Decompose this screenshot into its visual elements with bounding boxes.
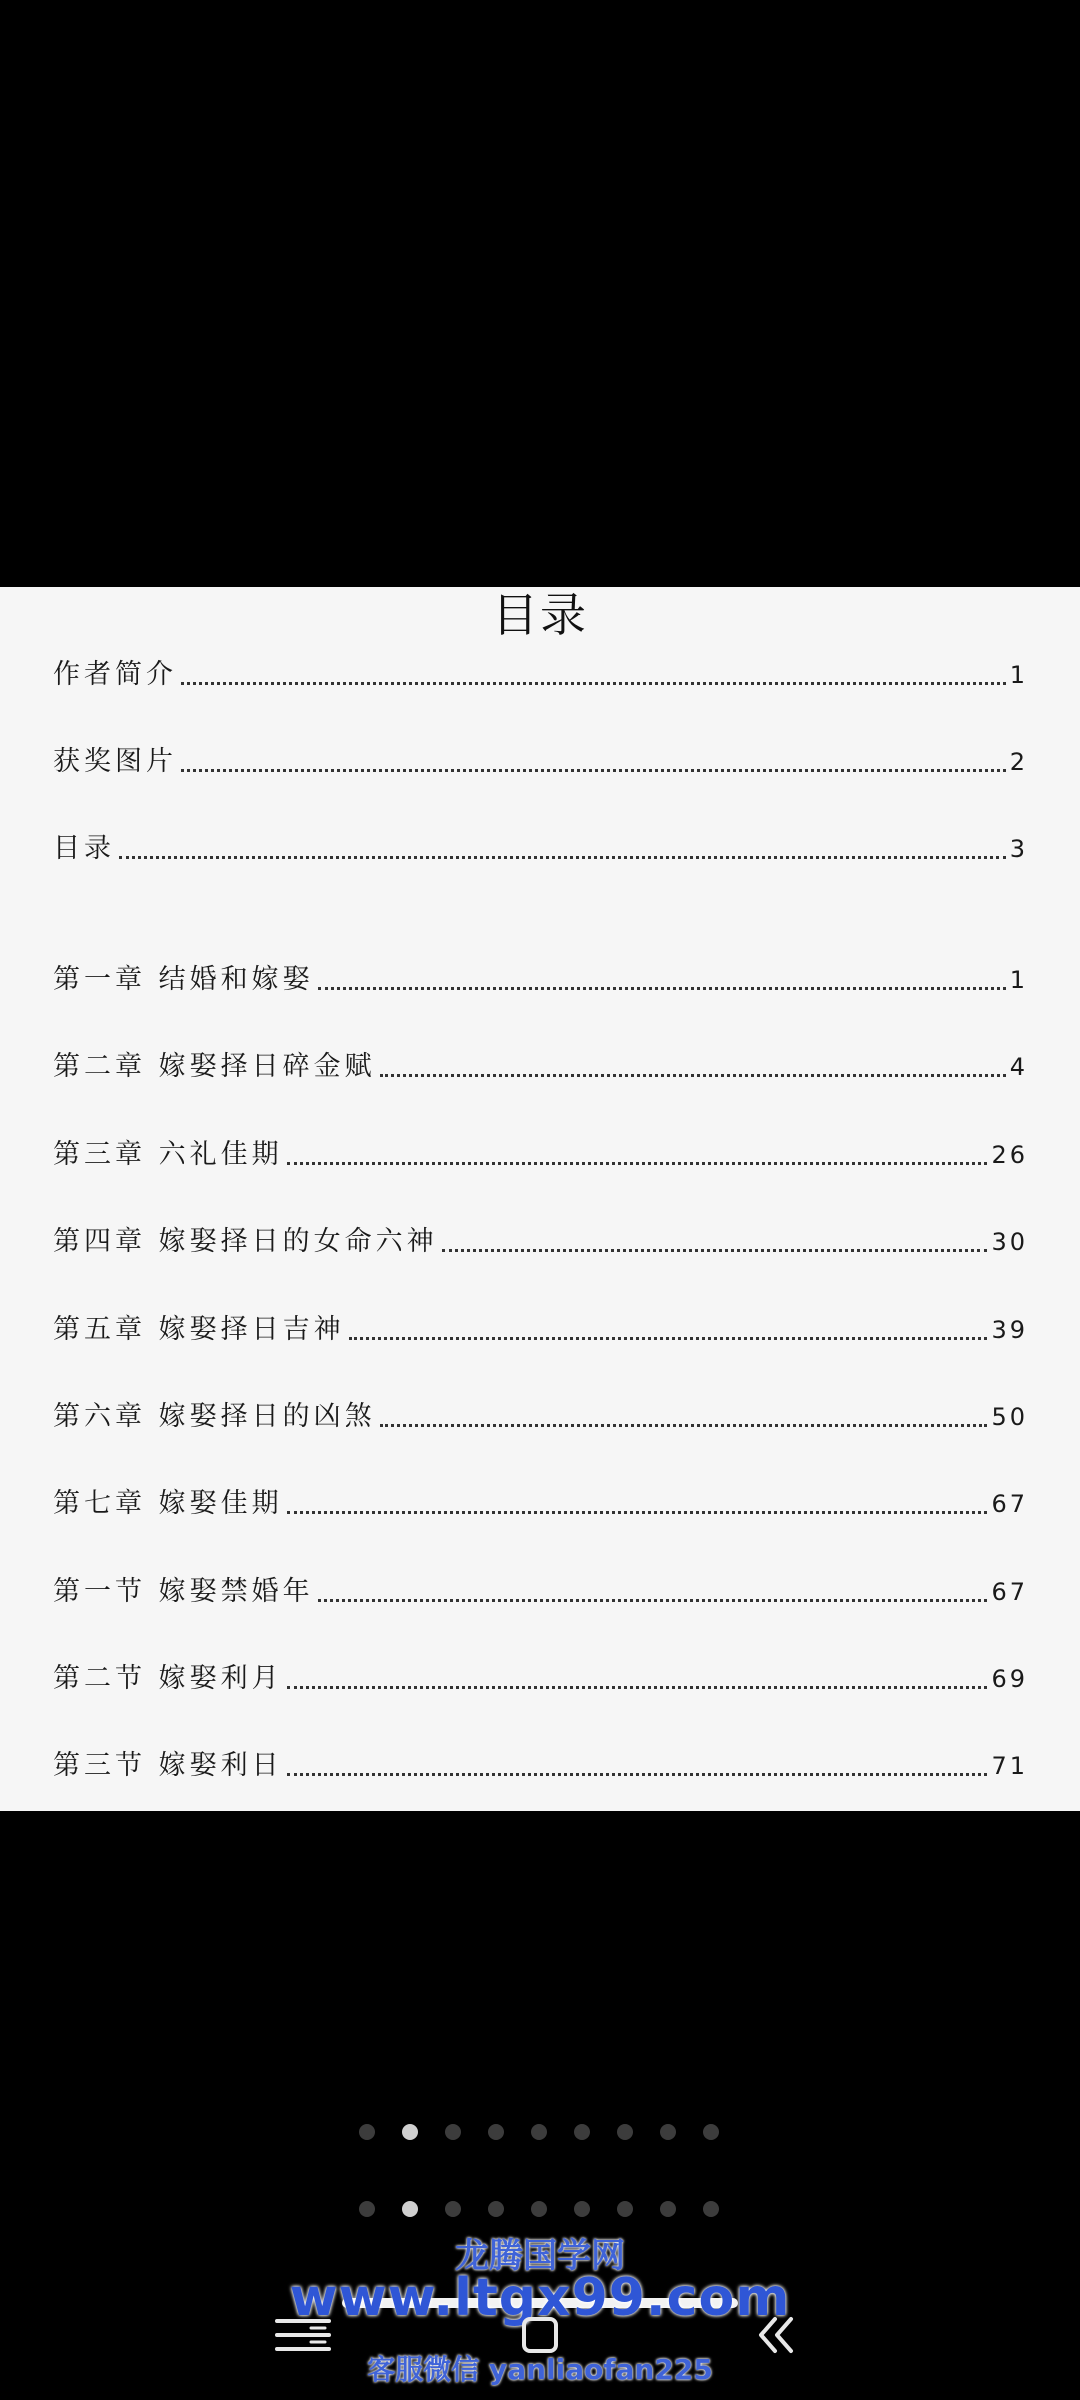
toc-entry-page: 67 xyxy=(991,1490,1028,1518)
toc-leader xyxy=(287,1511,988,1514)
toc-entry xyxy=(53,740,1028,784)
toc-entry-label: 第二章 嫁娶择日碎金赋 xyxy=(53,1051,376,1082)
toc-entry-page: 3 xyxy=(1009,835,1028,863)
toc-entry-page: 50 xyxy=(991,1403,1028,1431)
toc-entry-label: 第二节 嫁娶利月 xyxy=(53,1663,283,1694)
page-dot[interactable] xyxy=(359,2124,375,2140)
toc-entry-label: 第六章 嫁娶择日的凶煞 xyxy=(53,1401,376,1432)
page-dot[interactable] xyxy=(445,2124,461,2140)
toc-leader xyxy=(287,1773,988,1776)
toc-leader xyxy=(318,1599,988,1602)
toc-entry-label: 第一章 结婚和嫁娶 xyxy=(53,964,314,995)
toc-entry xyxy=(53,827,1028,871)
toc-entry-label: 目录 xyxy=(53,833,115,864)
toc-leader xyxy=(442,1249,988,1252)
toc-leader xyxy=(181,769,1006,772)
toc-leader xyxy=(287,1162,988,1165)
page-dot[interactable] xyxy=(617,2201,633,2217)
toc-entry xyxy=(53,958,1028,1002)
toc-entry xyxy=(53,1482,1028,1526)
toc-entry-page: 71 xyxy=(991,1752,1028,1780)
toc-entry-page: 1 xyxy=(1009,661,1028,689)
page-dot[interactable] xyxy=(488,2201,504,2217)
page-dot[interactable] xyxy=(703,2201,719,2217)
page-dot[interactable] xyxy=(574,2201,590,2217)
page-dot[interactable] xyxy=(445,2201,461,2217)
toc-entry-page: 39 xyxy=(991,1316,1028,1344)
toc-entry xyxy=(53,1744,1028,1788)
page-dot[interactable] xyxy=(531,2124,547,2140)
watermark-site-name: 龙腾国学网 xyxy=(455,2236,625,2276)
page-dot[interactable] xyxy=(660,2124,676,2140)
page-dot[interactable] xyxy=(531,2201,547,2217)
toc-entry xyxy=(53,1657,1028,1701)
toc-leader xyxy=(380,1424,988,1427)
page-dot[interactable] xyxy=(703,2124,719,2140)
toc-entry-page: 69 xyxy=(991,1665,1028,1693)
toc-entry xyxy=(53,653,1028,697)
toc-entry-page: 2 xyxy=(1009,748,1028,776)
toc-entry-label: 第七章 嫁娶佳期 xyxy=(53,1488,283,1519)
page-dot[interactable] xyxy=(574,2124,590,2140)
watermark-url: www.ltgx99.com xyxy=(289,2268,791,2328)
toc-leader xyxy=(181,682,1006,685)
toc-title: 目录 xyxy=(492,588,588,642)
toc-entry xyxy=(53,1570,1028,1614)
watermark-contact: 客服微信 yanliaofan225 xyxy=(367,2353,713,2386)
page-dot[interactable] xyxy=(402,2124,418,2140)
toc-entry xyxy=(53,1395,1028,1439)
toc-entry-label: 第一节 嫁娶禁婚年 xyxy=(53,1576,314,1607)
page-dot[interactable] xyxy=(488,2124,504,2140)
toc-entry xyxy=(53,1308,1028,1352)
toc-leader xyxy=(287,1686,988,1689)
page-indicator[interactable] xyxy=(359,2201,719,2217)
toc-entry-label: 第四章 嫁娶择日的女命六神 xyxy=(53,1226,438,1257)
toc-leader xyxy=(349,1337,988,1340)
page-dot[interactable] xyxy=(617,2124,633,2140)
toc-leader xyxy=(119,856,1006,859)
toc-entry xyxy=(53,1133,1028,1177)
page-dot[interactable] xyxy=(359,2201,375,2217)
toc-entry-page: 1 xyxy=(1009,966,1028,994)
toc-entry-label: 第五章 嫁娶择日吉神 xyxy=(53,1314,345,1345)
toc-entry xyxy=(53,1220,1028,1264)
toc-entry-label: 第三章 六礼佳期 xyxy=(53,1139,283,1170)
toc-entry-label: 作者简介 xyxy=(53,659,177,690)
page-indicator[interactable] xyxy=(359,2124,719,2140)
toc-entry-page: 30 xyxy=(991,1228,1028,1256)
page-dot[interactable] xyxy=(660,2201,676,2217)
toc-entry-label: 第三节 嫁娶利日 xyxy=(53,1750,283,1781)
document-page-image xyxy=(0,587,1080,1811)
page-dot[interactable] xyxy=(402,2201,418,2217)
toc-leader xyxy=(380,1074,1006,1077)
toc-entry-label: 获奖图片 xyxy=(53,746,177,777)
toc-entry-page: 67 xyxy=(991,1578,1028,1606)
toc-leader xyxy=(318,987,1006,990)
toc-entry-page: 4 xyxy=(1009,1053,1028,1081)
toc-entry xyxy=(53,1045,1028,1089)
toc-entry-page: 26 xyxy=(991,1141,1028,1169)
